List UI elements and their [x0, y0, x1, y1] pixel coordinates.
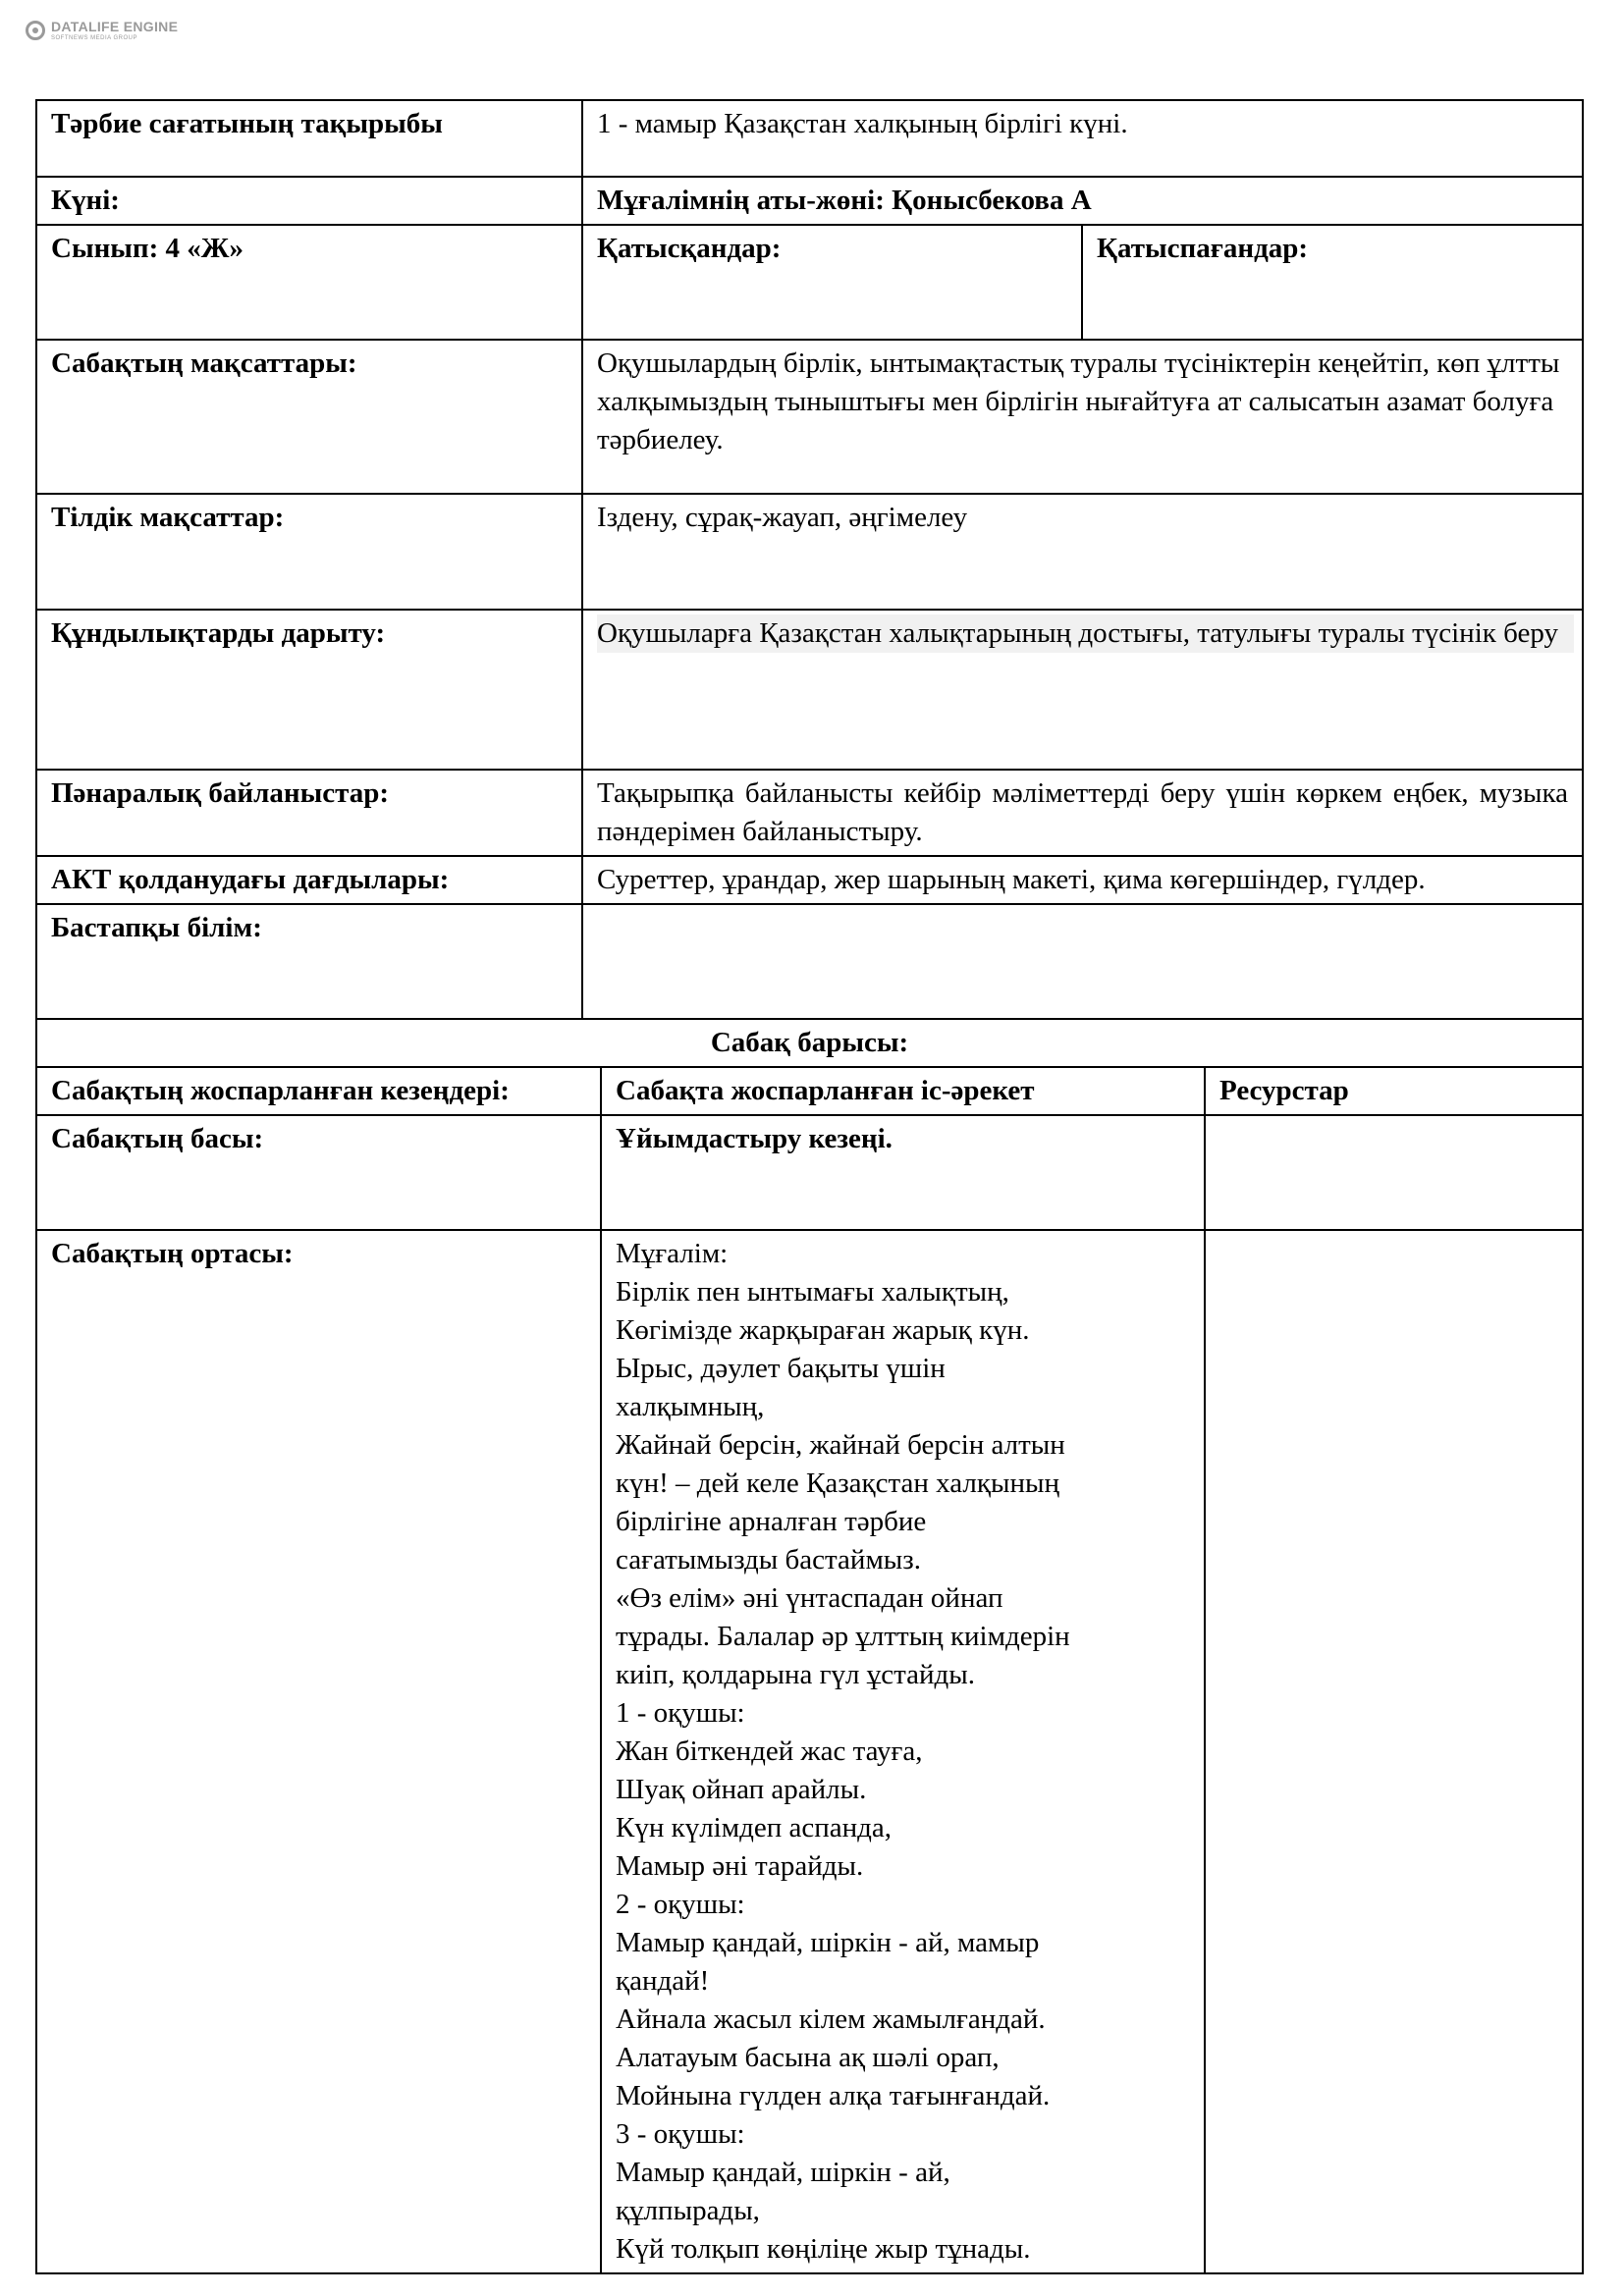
lesson-middle-resources: [1205, 1230, 1583, 2273]
topic-value: 1 - мамыр Қазақстан халқының бірлігі күні.: [582, 100, 1583, 177]
values-label: Құндылықтарды дарыту:: [36, 610, 582, 770]
lesson-start-resources: [1205, 1115, 1583, 1230]
activity-line: Мұғалім:: [616, 1238, 729, 1269]
ict-value: Суреттер, ұрандар, жер шарының макеті, қима көгершіндер, гүлдер.: [582, 856, 1583, 904]
activity-line: Ырыс, дәулет бақыты үшін: [616, 1353, 946, 1384]
goals-label: Сабақтың мақсаттары:: [36, 340, 582, 494]
activity-line: Алатауым басына ақ шәлі орап,: [616, 2042, 1000, 2073]
activity-line: киіп, қолдарына гүл ұстайды.: [616, 1659, 976, 1690]
class-row: [36, 225, 1583, 340]
activity-line: Жан біткендей жас тауға,: [616, 1735, 923, 1767]
activity-line: 3 - оқушы:: [616, 2118, 745, 2150]
activity-line: 2 - оқушы:: [616, 1889, 745, 1920]
values-value: Оқушыларға Қазақстан халықтарының достығы, татулығы туралы түсінік беру: [597, 614, 1574, 653]
eye-icon: [26, 21, 45, 40]
lesson-title-row: [36, 1019, 1583, 1067]
links-row: [36, 770, 1583, 856]
lesson-title: Сабақ барысы:: [36, 1019, 1583, 1067]
present-label: Қатысқандар:: [582, 225, 1082, 340]
lesson-start-row: [36, 1115, 1583, 1230]
links-value: Тақырыпқа байланысты кейбір мәліметтерді беру үшін көркем еңбек, музыка пәндерімен байланыстыру.: [582, 770, 1583, 856]
activity-line: Айнала жасыл кілем жамылғандай.: [616, 2003, 1046, 2035]
activity-line: Күй толқып көңіліңе жыр тұнады.: [616, 2233, 1031, 2265]
watermark-title: DATALIFE ENGINE: [51, 19, 179, 34]
topic-label: Тәрбие сағатының тақырыбы: [36, 100, 582, 177]
language-goals-row: [36, 494, 1583, 610]
col-resources-header: Ресурстар: [1205, 1067, 1583, 1115]
watermark-subtitle: SOFTNEWS MEDIA GROUP: [51, 35, 138, 41]
date-label: Күні:: [36, 177, 582, 225]
goals-value: Оқушылардың бірлік, ынтымақтастық туралы түсініктерін кеңейтіп, көп ұлтты халқымыздың тыныштығы мен бірлігін нығайтуға ат салысатын азамат болуға тәрбиелеу.: [582, 340, 1583, 494]
topic-row: [36, 100, 1583, 177]
language-goals-value: Іздену, сұрақ-жауап, әңгімелеу: [582, 494, 1583, 610]
teacher-name: Мұғалімнің аты-жөні: Қонысбекова А: [582, 177, 1583, 225]
activity-line: 1 - оқушы:: [616, 1697, 745, 1729]
activity-line: күн! – дей келе Қазақстан халқының: [616, 1468, 1059, 1499]
lesson-start-activity: Ұйымдастыру кезеңі.: [601, 1115, 1205, 1230]
activity-line: бірлігіне арналған тәрбие: [616, 1506, 927, 1537]
col-activity-header: Сабақта жоспарланған іс-әрекет: [601, 1067, 1205, 1115]
values-row: [36, 610, 1583, 770]
language-goals-label: Тілдік мақсаттар:: [36, 494, 582, 610]
lesson-header-row: [36, 1067, 1583, 1115]
activity-line: қандай!: [616, 1965, 710, 1997]
col-stages-header: Сабақтың жоспарланған кезеңдері:: [36, 1067, 601, 1115]
lesson-middle-row: [36, 1230, 1583, 2273]
activity-line: Жайнай берсін, жайнай берсін алтын: [616, 1429, 1065, 1461]
prior-knowledge-label: Бастапқы білім:: [36, 904, 582, 1019]
lesson-plan-table: [35, 99, 1584, 2274]
activity-line: тұрады. Балалар әр ұлттың киімдерін: [616, 1621, 1070, 1652]
lesson-start-label: Сабақтың басы:: [36, 1115, 601, 1230]
class-label: Сынып: 4 «Ж»: [36, 225, 582, 340]
date-row: [36, 177, 1583, 225]
activity-line: «Өз елім» әні үнтаспадан ойнап: [616, 1582, 1003, 1614]
activity-line: Мамыр қандай, шіркін - ай, мамыр: [616, 1927, 1040, 1958]
activity-line: құлпырады,: [616, 2195, 760, 2226]
ict-label: АКТ қолданудағы дағдылары:: [36, 856, 582, 904]
activity-line: сағатымызды бастаймыз.: [616, 1544, 921, 1575]
datalife-watermark: [26, 20, 178, 41]
lesson-middle-activity: [601, 1230, 1205, 2273]
links-label: Пәнаралық байланыстар:: [36, 770, 582, 856]
activity-line: Мойнына гүлден алқа тағынғандай.: [616, 2080, 1051, 2111]
prior-knowledge-row: [36, 904, 1583, 1019]
activity-line: халқымның,: [616, 1391, 765, 1422]
activity-line: Күн күлімдеп аспанда,: [616, 1812, 893, 1843]
absent-label: Қатыспағандар:: [1082, 225, 1583, 340]
goals-row: [36, 340, 1583, 494]
activity-line: Шуақ ойнап арайлы.: [616, 1774, 867, 1805]
lesson-middle-label: Сабақтың ортасы:: [36, 1230, 601, 2273]
activity-line: Мамыр әні тарайды.: [616, 1850, 864, 1882]
prior-knowledge-value: [582, 904, 1583, 1019]
activity-line: Көгімізде жарқыраған жарық күн.: [616, 1314, 1030, 1346]
activity-line: Мамыр қандай, шіркін - ай,: [616, 2157, 950, 2188]
ict-row: [36, 856, 1583, 904]
activity-line: Бірлік пен ынтымағы халықтың,: [616, 1276, 1009, 1308]
